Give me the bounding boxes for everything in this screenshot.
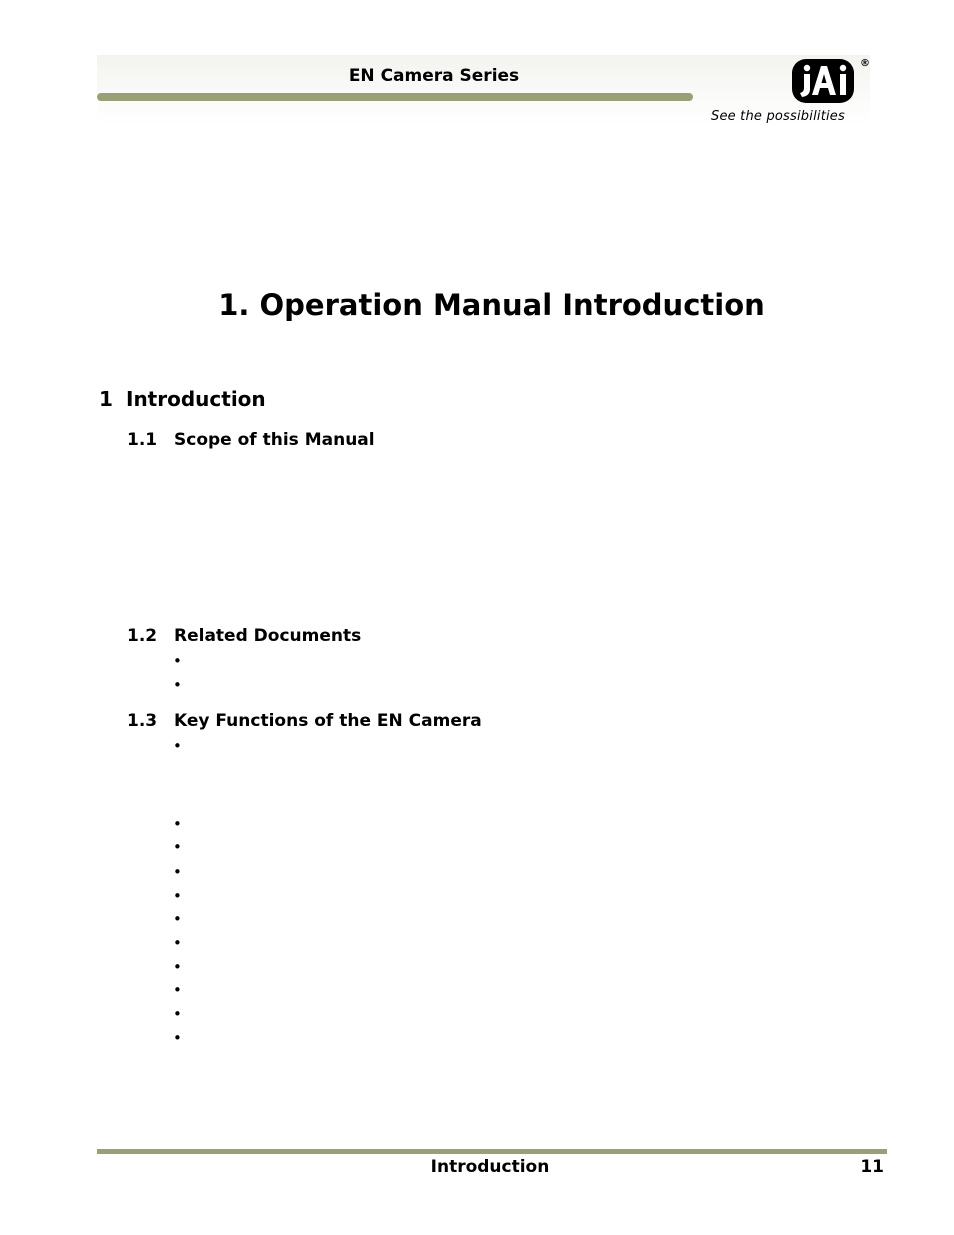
series-title: EN Camera Series xyxy=(348,66,520,86)
section-heading-introduction xyxy=(99,386,266,412)
list-bullet: • xyxy=(173,958,182,976)
section-heading-scope xyxy=(127,429,375,451)
list-bullet: • xyxy=(173,676,182,694)
section-heading-key-functions xyxy=(127,710,482,732)
registered-mark: ® xyxy=(860,58,870,69)
section-title: Scope of this Manual xyxy=(174,430,375,450)
list-bullet: • xyxy=(173,737,182,755)
list-bullet: • xyxy=(173,910,182,928)
list-bullet: • xyxy=(173,1029,182,1047)
list-bullet: • xyxy=(173,652,182,670)
list-bullet: • xyxy=(173,934,182,952)
section-number: 1 xyxy=(99,387,113,411)
section-title: Key Functions of the EN Camera xyxy=(174,711,482,731)
list-bullet: • xyxy=(173,1005,182,1023)
list-bullet: • xyxy=(173,981,182,999)
jai-logo-icon xyxy=(790,57,856,105)
logo-tagline: See the possibilities xyxy=(711,109,845,124)
footer-section-label: Introduction xyxy=(430,1157,550,1177)
list-bullet: • xyxy=(173,815,182,833)
section-title: Introduction xyxy=(126,387,266,411)
chapter-title: 1. Operation Manual Introduction xyxy=(218,288,765,322)
list-bullet: • xyxy=(173,863,182,881)
list-bullet: • xyxy=(173,887,182,905)
section-number: 1.2 xyxy=(127,626,158,646)
section-title: Related Documents xyxy=(174,626,362,646)
section-number: 1.1 xyxy=(127,430,158,450)
page-number: 11 xyxy=(860,1157,884,1177)
list-bullet: • xyxy=(173,838,182,856)
header-rule xyxy=(97,93,693,101)
section-number: 1.3 xyxy=(127,711,158,731)
section-heading-related-documents xyxy=(127,625,361,647)
footer-rule xyxy=(97,1149,887,1154)
